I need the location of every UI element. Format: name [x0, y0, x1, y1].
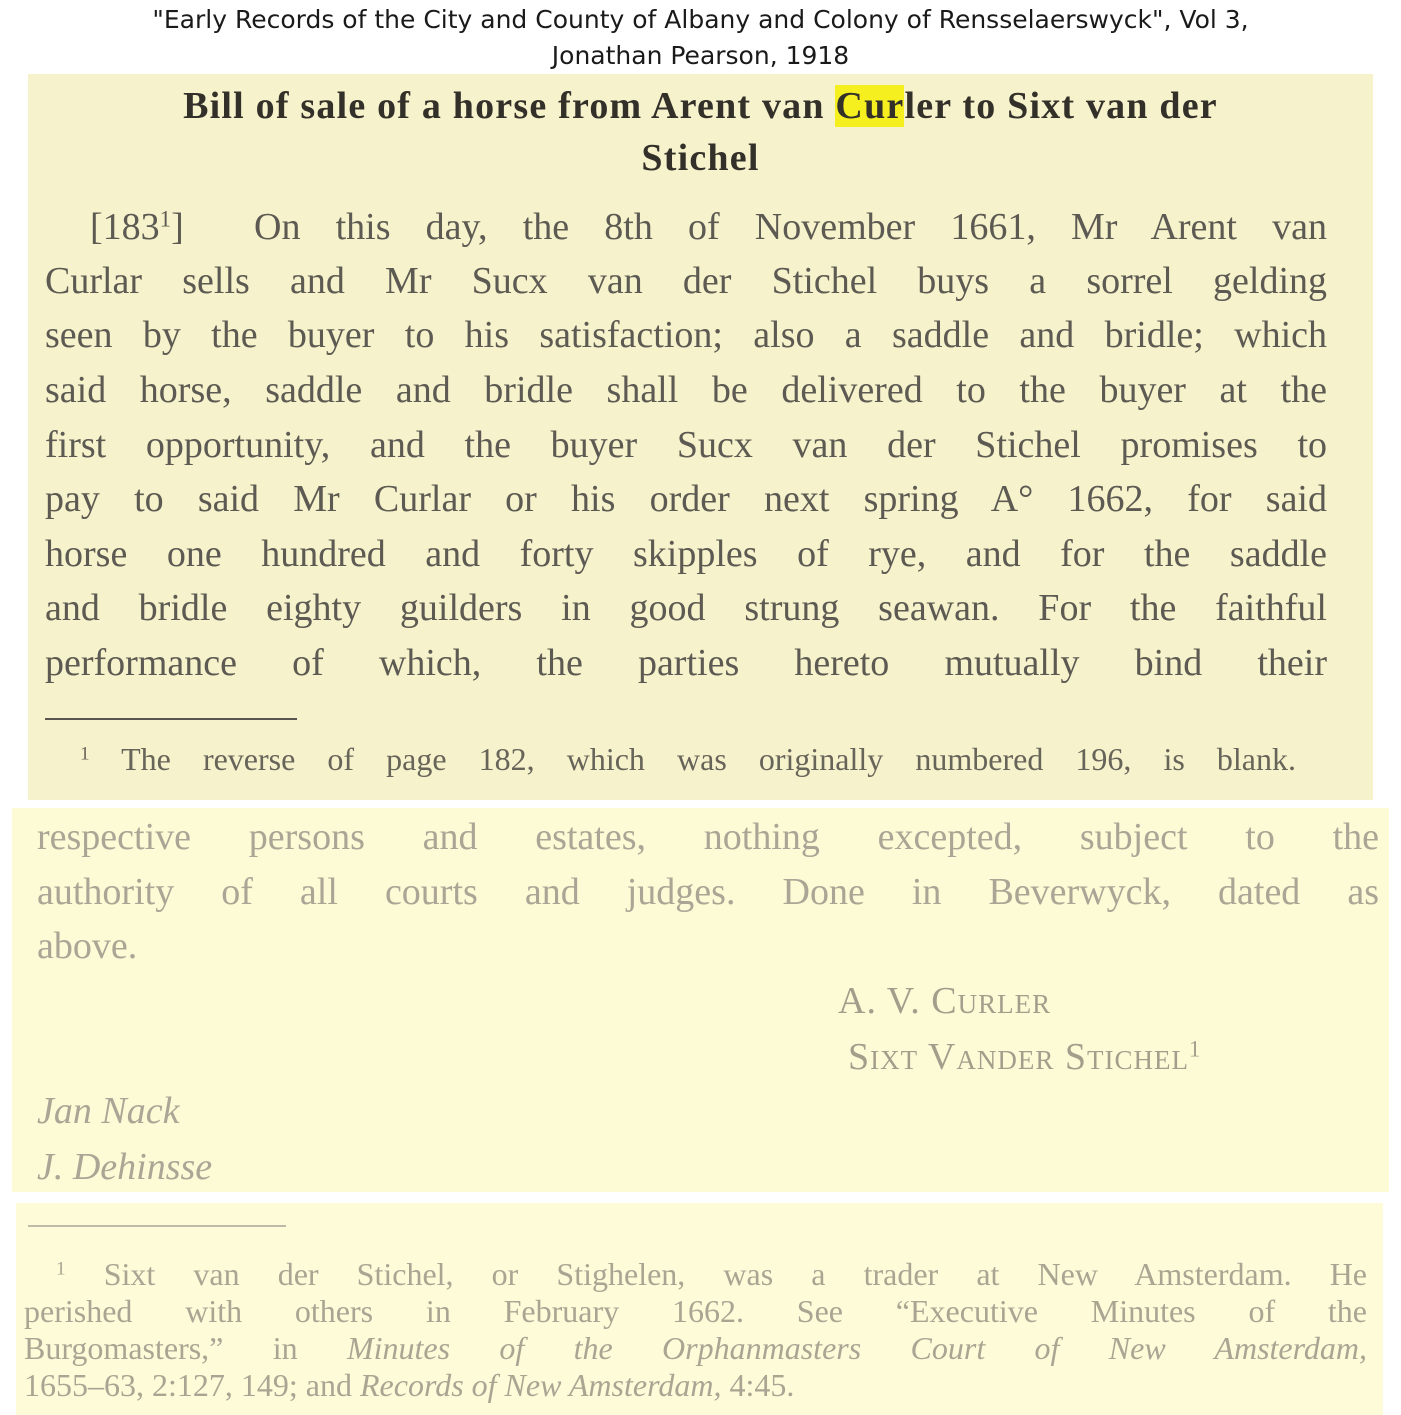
- continuation-line-3: above.: [37, 925, 138, 967]
- continuation-line-1: respective persons and estates, nothing excepted, subject to the: [37, 816, 1379, 858]
- footnote-divider-2: [28, 1225, 286, 1227]
- footnote2-line-4-end: 4:45.: [721, 1367, 795, 1403]
- body-line-4: said horse, saddle and bridle shall be delivered to the buyer at the: [45, 369, 1327, 411]
- body-line-3: seen by the buyer to his satisfaction; also a saddle and bridle; which: [45, 314, 1327, 356]
- caption-line-1: "Early Records of the City and County of Albany and Colony of Rensselaerswyck", Vol 3,: [152, 5, 1249, 34]
- signature-stichel-name: Sixt Vander Stichel: [848, 1036, 1189, 1078]
- body-line-9: performance of which, the parties hereto mutually bind their: [45, 642, 1327, 684]
- witness-1: Jan Nack: [37, 1090, 180, 1132]
- witness-2: J. Dehinsse: [37, 1146, 213, 1188]
- body-line-1-text: On this day, the 8th of November 1661, Mr Arent van: [254, 206, 1327, 248]
- entry-heading: [28, 80, 1373, 184]
- footnote-mark: 1: [80, 743, 90, 765]
- document-caption: [0, 2, 1401, 74]
- footnote2-line-1: [56, 1255, 1367, 1293]
- page-scan-3: [16, 1203, 1383, 1415]
- body-line-8: and bridle eighty guilders in good strung seawan. For the faithful: [45, 587, 1327, 629]
- footnote2-title-records: Records of New Amsterdam,: [359, 1367, 722, 1403]
- footnote-marker: 1: [159, 206, 172, 232]
- page-scan-2: [12, 808, 1389, 1192]
- entry-number-close: ]: [171, 206, 184, 248]
- heading-text-before: Bill of sale of a horse from Arent van: [183, 85, 836, 127]
- body-line-2: Curlar sells and Mr Sucx van der Stichel buys a sorrel gelding: [45, 260, 1327, 302]
- heading-text-after: ler to Sixt van der: [904, 85, 1218, 127]
- signature-curler: A. V. Curler: [838, 980, 1052, 1022]
- body-line-1: [90, 200, 1327, 254]
- caption-line-2: Jonathan Pearson, 1918: [551, 41, 850, 70]
- footnote2-line-4: [24, 1366, 1367, 1404]
- footnote2-line-2: perished with others in February 1662. See “Executive Minutes of the: [24, 1293, 1367, 1329]
- continuation-line-2: authority of all courts and judges. Done in Beverwyck, dated as: [37, 871, 1379, 913]
- footnote2-mark: 1: [56, 1258, 66, 1280]
- signature-footnote-mark: 1: [1188, 1036, 1201, 1062]
- search-highlight: Cur: [835, 85, 905, 127]
- page-scan-1: [28, 74, 1373, 800]
- footnote-text: The reverse of page 182, which was originally numbered 196, is blank.: [121, 741, 1297, 777]
- entry-number: [183: [90, 206, 160, 248]
- signature-stichel: [848, 1030, 1200, 1084]
- footnote2-title-orphanmasters: Minutes of the Orphanmasters Court of New Amsterdam,: [346, 1330, 1367, 1366]
- body-line-5: first opportunity, and the buyer Sucx van der Stichel promises to: [45, 424, 1327, 466]
- footnote: [80, 736, 1296, 782]
- heading-line-2: Stichel: [641, 137, 760, 179]
- footnote2-line-1-text: Sixt van der Stichel, or Stighelen, was a trader at New Amsterdam. He: [103, 1256, 1367, 1292]
- body-line-7: horse one hundred and forty skipples of rye, and for the saddle: [45, 533, 1327, 575]
- footnote2-line-3-plain: Burgomasters,” in: [24, 1330, 347, 1366]
- footnote2-line-3: [24, 1329, 1367, 1367]
- footnote2-line-4-plain: 1655–63, 2:127, 149; and: [24, 1367, 360, 1403]
- body-line-6: pay to said Mr Curlar or his order next spring A° 1662, for said: [45, 478, 1327, 520]
- footnote-divider: [45, 718, 297, 720]
- heading-line-1: [28, 80, 1373, 132]
